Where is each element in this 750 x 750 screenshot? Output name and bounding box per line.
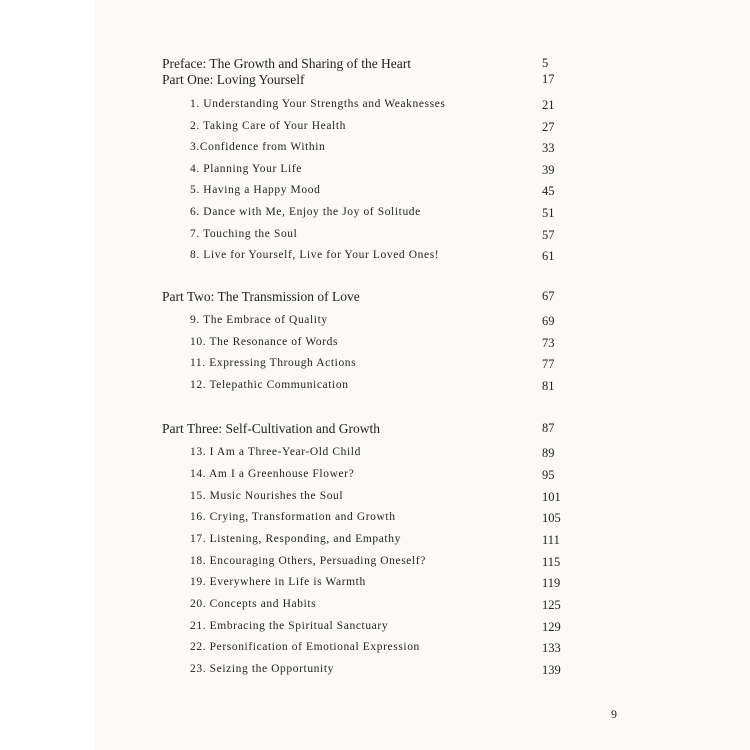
part-one-page-number: 17 [542, 72, 555, 86]
chapter-title: 21. Embracing the Spiritual Sanctuary [190, 620, 389, 632]
part-three-title: Part Three: Self-Cultivation and Growth [162, 421, 380, 436]
chapter-page-number: 115 [542, 555, 561, 569]
chapter-title: 10. The Resonance of Words [190, 336, 339, 348]
chapter-title: 14. Am I a Greenhouse Flower? [190, 468, 355, 480]
chapter-page-number: 129 [542, 620, 561, 634]
chapter-page-number: 111 [542, 533, 560, 547]
chapter-title: 8. Live for Yourself, Live for Your Loved Ones! [190, 249, 440, 261]
part-two-title: Part Two: The Transmission of Love [162, 289, 360, 304]
preface-page-number: 5 [542, 56, 549, 70]
chapter-page-number: 125 [542, 598, 561, 612]
chapter-title: 13. I Am a Three-Year-Old Child [190, 446, 361, 458]
chapter-title: 22. Personification of Emotional Expression [190, 641, 420, 653]
chapter-page-number: 73 [542, 336, 555, 350]
preface-title: Preface: The Growth and Sharing of the Heart [162, 56, 412, 71]
chapter-page-number: 95 [542, 468, 555, 482]
chapter-title: 20. Concepts and Habits [190, 598, 317, 610]
chapter-page-number: 81 [542, 379, 555, 393]
chapter-page-number: 45 [542, 184, 555, 198]
chapter-page-number: 39 [542, 163, 555, 177]
chapter-page-number: 57 [542, 228, 555, 242]
chapter-title: 19. Everywhere in Life is Warmth [190, 576, 366, 588]
chapter-title: 18. Encouraging Others, Persuading Oneself? [190, 555, 426, 567]
chapter-title: 7. Touching the Soul [190, 228, 298, 240]
chapter-page-number: 105 [542, 511, 561, 525]
chapter-title: 5. Having a Happy Mood [190, 184, 321, 196]
chapter-page-number: 77 [542, 357, 555, 371]
chapter-title: 2. Taking Care of Your Health [190, 120, 346, 132]
chapter-page-number: 51 [542, 206, 555, 220]
chapter-page-number: 139 [542, 663, 561, 677]
chapter-page-number: 133 [542, 641, 561, 655]
chapter-title: 23. Seizing the Opportunity [190, 663, 334, 675]
chapter-title: 15. Music Nourishes the Soul [190, 490, 344, 502]
chapter-page-number: 69 [542, 314, 555, 328]
page-number: 9 [611, 707, 617, 721]
chapter-title: 9. The Embrace of Quality [190, 314, 328, 326]
chapter-title: 6. Dance with Me, Enjoy the Joy of Solitude [190, 206, 421, 218]
chapter-page-number: 61 [542, 249, 555, 263]
chapter-title: 11. Expressing Through Actions [190, 357, 357, 369]
chapter-page-number: 21 [542, 98, 555, 112]
chapter-title: 3.Confidence from Within [190, 141, 326, 153]
chapter-page-number: 33 [542, 141, 555, 155]
chapter-page-number: 119 [542, 576, 561, 590]
chapter-page-number: 27 [542, 120, 555, 134]
book-page [95, 0, 750, 750]
part-one-title: Part One: Loving Yourself [162, 72, 305, 87]
chapter-title: 16. Crying, Transformation and Growth [190, 511, 396, 523]
part-two-page-number: 67 [542, 289, 555, 303]
chapter-title: 12. Telepathic Communication [190, 379, 349, 391]
chapter-title: 1. Understanding Your Strengths and Weaknesses [190, 98, 446, 110]
chapter-title: 17. Listening, Responding, and Empathy [190, 533, 401, 545]
part-three-page-number: 87 [542, 421, 555, 435]
chapter-page-number: 89 [542, 446, 555, 460]
chapter-page-number: 101 [542, 490, 561, 504]
chapter-title: 4. Planning Your Life [190, 163, 302, 175]
